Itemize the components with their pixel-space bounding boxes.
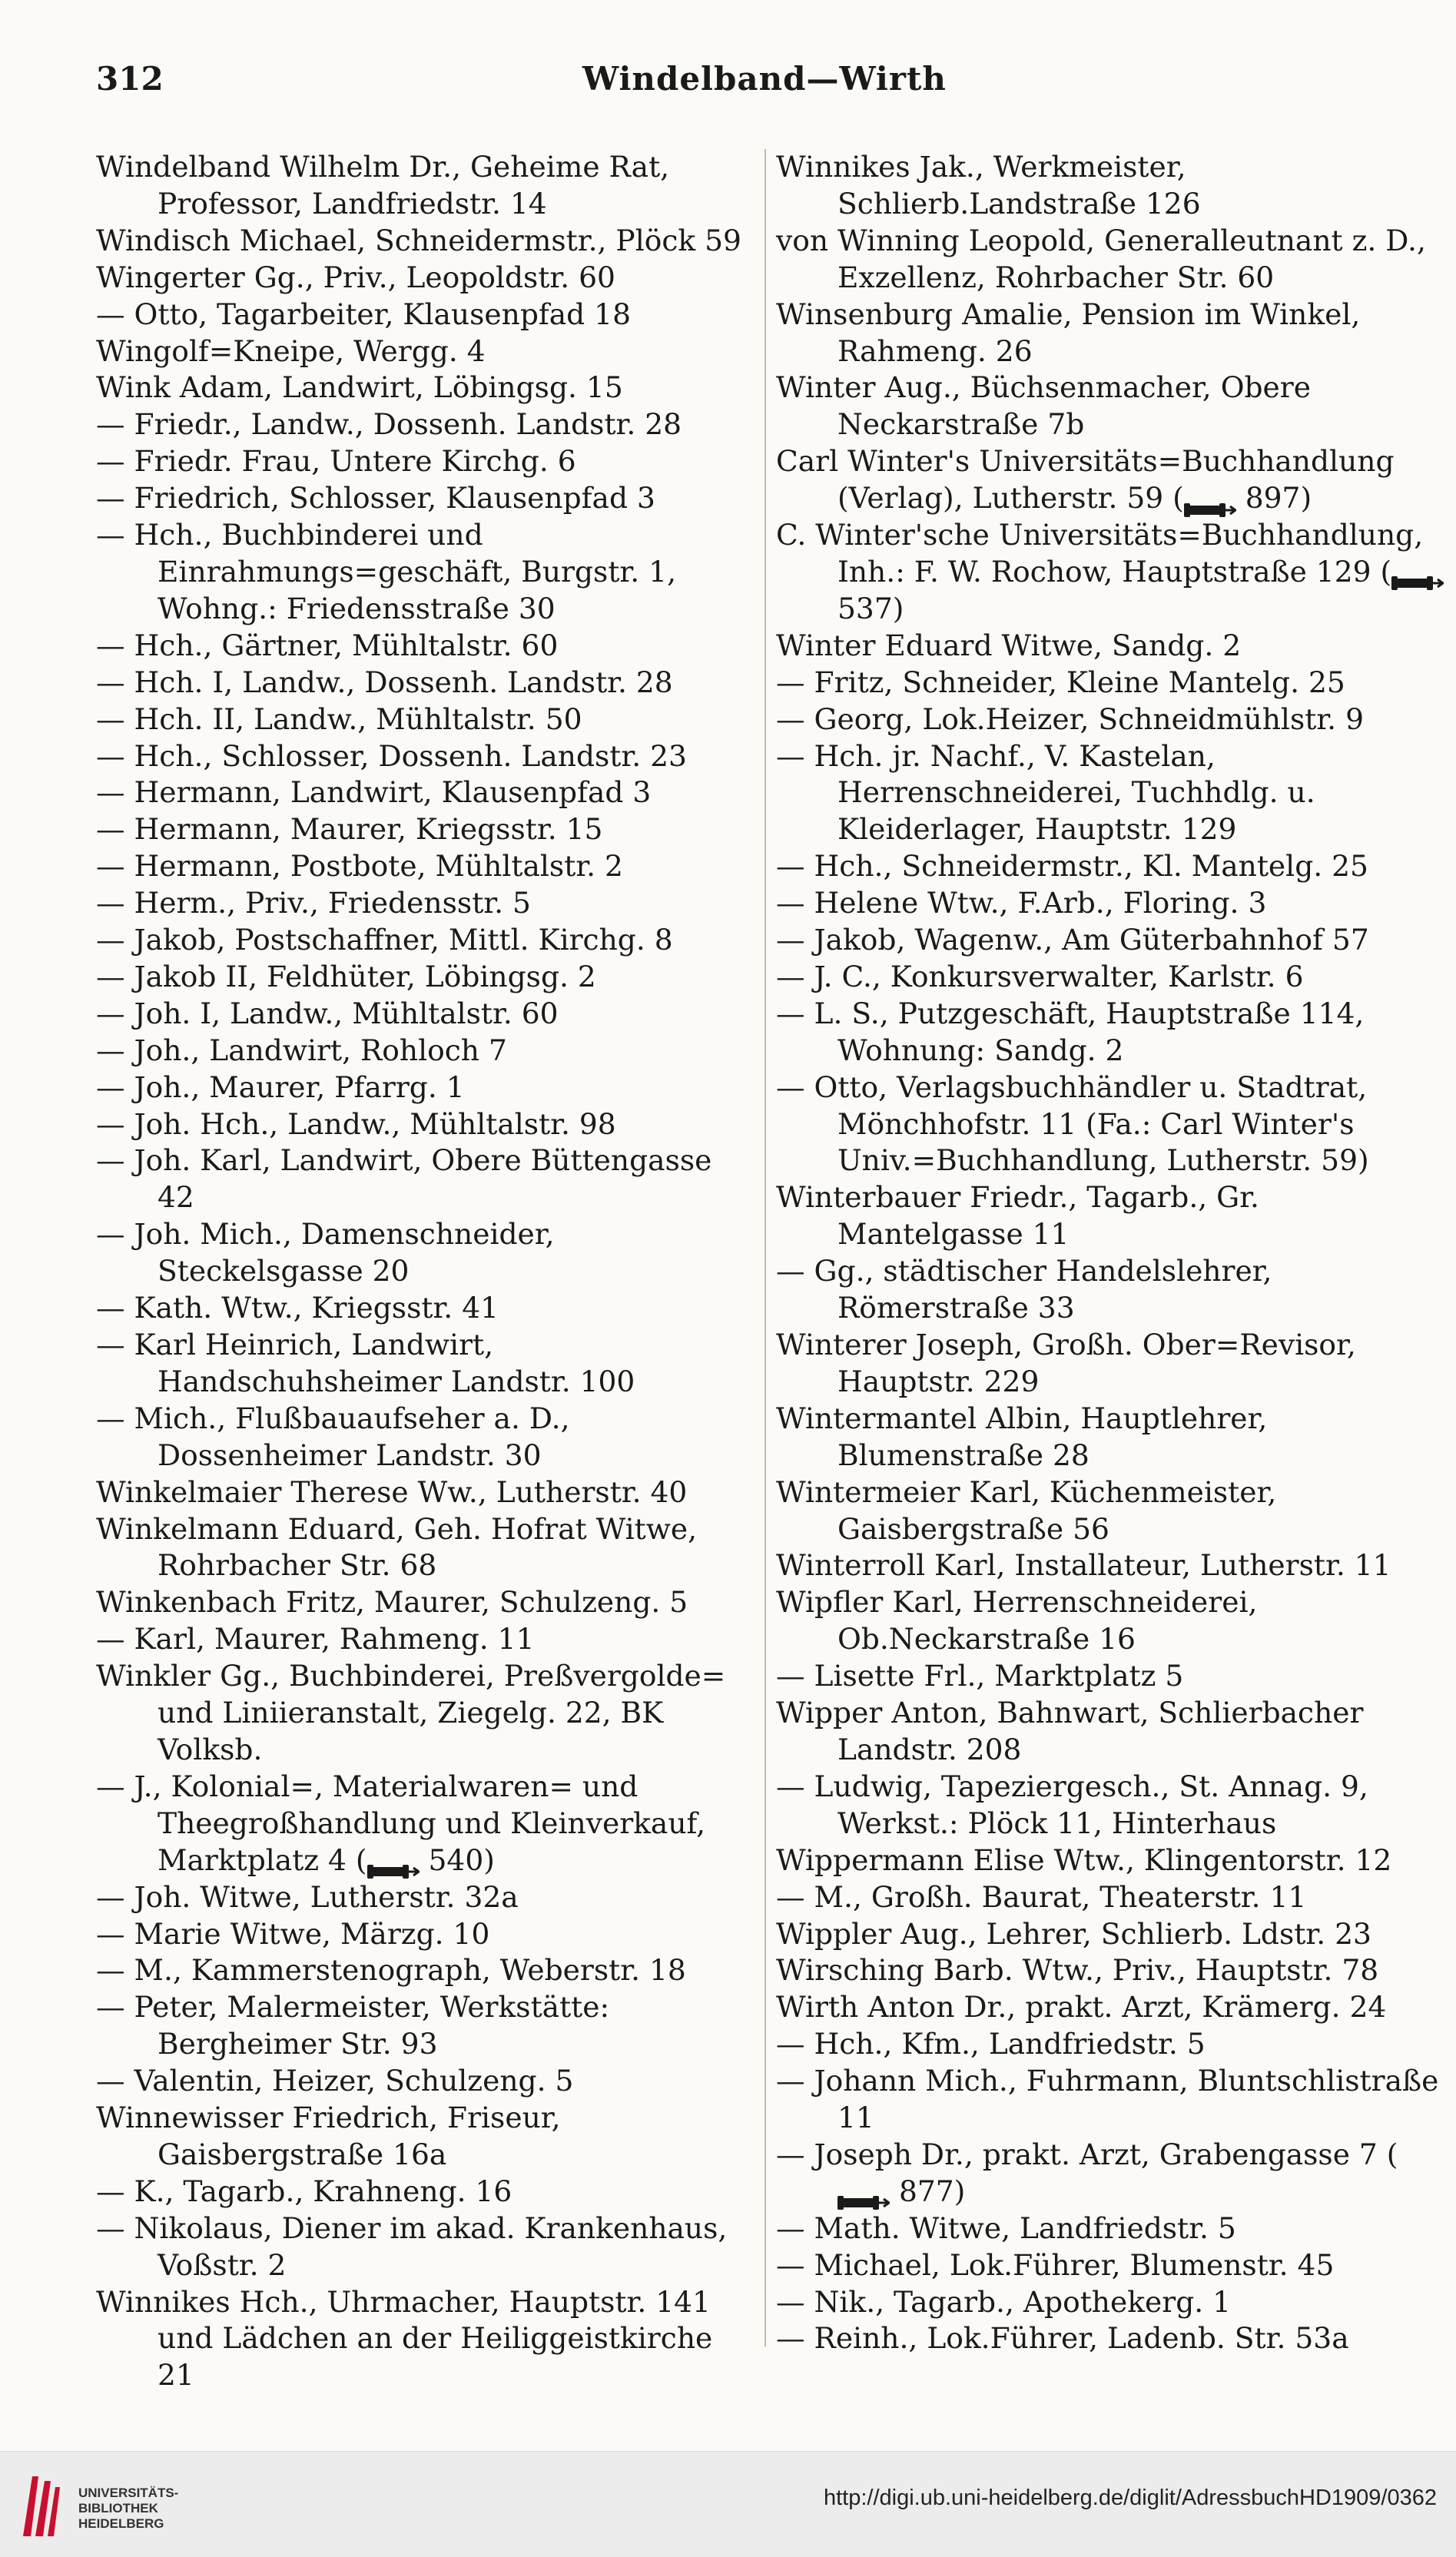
directory-entry: Winnewisser Friedrich, Friseur, Gaisbergstraße 16a [96, 2101, 561, 2171]
directory-entry: — Marie Witwe, Märzg. 10 [96, 1916, 490, 1951]
directory-entry: — Jakob, Postschaffner, Mittl. Kirchg. 8 [96, 923, 673, 957]
directory-entry: — Hermann, Postbote, Mühltalstr. 2 [96, 849, 623, 884]
directory-entry: von Winning Leopold, Generalleutnant z. D., Exzellenz, Rohrbacher Str. 60 [776, 223, 1426, 294]
directory-entry: Wippermann Elise Wtw., Klingentorstr. 12 [776, 1842, 1392, 1877]
directory-entry: — Hch. jr. Nachf., V. Kastelan, Herrenschneiderei, Tuchhdlg. u. Kleiderlager, Hauptstr. 129 [776, 738, 1315, 847]
directory-entry: Wink Adam, Landwirt, Löbingsg. 15 [96, 370, 623, 405]
directory-entry: — L. S., Putzgeschäft, Hauptstraße 114, Wohnung: Sandg. 2 [776, 996, 1365, 1067]
directory-entry: — Hermann, Maurer, Kriegsstr. 15 [96, 812, 603, 847]
telephone-icon [837, 2184, 890, 2203]
directory-entry: — Joh. Hch., Landw., Mühltalstr. 98 [96, 1106, 616, 1141]
directory-entry: — Otto, Tagarbeiter, Klausenpfad 18 [96, 297, 632, 331]
directory-entry: — Jakob II, Feldhüter, Löbingsg. 2 [96, 959, 596, 993]
directory-entry: — Joh. Witwe, Lutherstr. 32a [96, 1879, 519, 1914]
directory-entry: Wirth Anton Dr., prakt. Arzt, Krämerg. 24 [776, 1990, 1387, 2025]
directory-entry: Winterbauer Friedr., Tagarb., Gr. Mantelgasse 11 [776, 1180, 1259, 1252]
telephone-icon [367, 1853, 420, 1872]
directory-entry: — Hch., Buchbinderei und Einrahmungs=geschäft, Burgstr. 1, Wohng.: Friedensstraße 30 [96, 518, 677, 625]
directory-entry: Wipfler Karl, Herrenschneiderei, Ob.Neckarstraße 16 [776, 1585, 1258, 1657]
directory-entry: — M., Großh. Baurat, Theaterstr. 11 [776, 1879, 1307, 1914]
directory-entry: — Valentin, Heizer, Schulzeng. 5 [96, 2064, 574, 2098]
directory-entry: Winkenbach Fritz, Maurer, Schulzeng. 5 [96, 1585, 688, 1620]
directory-entry: — Mich., Flußbauaufseher a. D., Dossenheimer Landstr. 30 [96, 1401, 570, 1472]
telephone-icon [1184, 492, 1236, 510]
directory-entry: — K., Tagarb., Krahneng. 16 [96, 2174, 512, 2208]
directory-entry: — Nik., Tagarb., Apothekerg. 1 [776, 2284, 1232, 2319]
directory-entry: — J., Kolonial=, Materialwaren= und Theegroßhandlung und Kleinverkauf, Marktplatz 4 ( 540) [96, 1769, 753, 1879]
directory-entry: — Joh. Mich., Damenschneider, Steckelsgasse 20 [96, 1217, 555, 1288]
directory-entry: — Lisette Frl., Marktplatz 5 [776, 1659, 1184, 1693]
page-number: 312 [96, 60, 164, 98]
directory-entry: — J. C., Konkursverwalter, Karlstr. 6 [776, 959, 1304, 993]
directory-entry: Wirsching Barb. Wtw., Priv., Hauptstr. 78 [776, 1953, 1379, 1988]
directory-entry: — Gg., städtischer Handelslehrer, Römerstraße 33 [776, 1254, 1272, 1325]
directory-entry: C. Winter'sche Universitäts=Buchhandlung, Inh.: F. W. Rochow, Hauptstraße 129 ( 537) [776, 517, 1444, 628]
directory-entry: — Ludwig, Tapeziergesch., St. Annag. 9, Werkst.: Plöck 11, Hinterhaus [776, 1769, 1368, 1840]
directory-entry: Wipper Anton, Bahnwart, Schlierbacher Landstr. 208 [776, 1696, 1364, 1766]
library-name-line: BIBLIOTHEK [78, 2501, 158, 2516]
directory-entry: — Hch., Gärtner, Mühltalstr. 60 [96, 628, 559, 662]
directory-entry: Windelband Wilhelm Dr., Geheime Rat, Professor, Landfriedstr. 14 [96, 150, 670, 221]
directory-entry: — Joh., Landwirt, Rohloch 7 [96, 1033, 507, 1067]
directory-entry: Windisch Michael, Schneidermstr., Plöck 59 [96, 223, 741, 257]
running-title: Windelband—Wirth [582, 60, 947, 98]
left-column [96, 149, 753, 2394]
directory-entry: — Karl, Maurer, Rahmeng. 11 [96, 1622, 535, 1657]
directory-entry: — Otto, Verlagsbuchhändler u. Stadtrat, Mönchhofstr. 11 (Fa.: Carl Winter's Univ.=Buchhandlung, Lutherstr. 59) [776, 1070, 1369, 1178]
directory-entry: — Peter, Malermeister, Werkstätte: Bergheimer Str. 93 [96, 1990, 610, 2061]
directory-entry: Winsenburg Amalie, Pension im Winkel, Rahmeng. 26 [776, 297, 1361, 368]
directory-entry: — Hch., Schneidermstr., Kl. Mantelg. 25 [776, 849, 1368, 884]
directory-entry: Wintermeier Karl, Küchenmeister, Gaisbergstraße 56 [776, 1474, 1277, 1546]
directory-entry: Winterer Joseph, Großh. Ober=Revisor, Hauptstr. 229 [776, 1328, 1356, 1398]
directory-entry: Winkelmann Eduard, Geh. Hofrat Witwe, Rohrbacher Str. 68 [96, 1511, 698, 1583]
directory-entry: — Reinh., Lok.Führer, Ladenb. Str. 53a [776, 2321, 1349, 2356]
directory-entry: — Hch., Kfm., Landfriedstr. 5 [776, 2027, 1206, 2061]
directory-entry: — Johann Mich., Fuhrmann, Bluntschlistraße 11 [776, 2064, 1439, 2135]
library-footer [0, 2451, 1456, 2557]
directory-entry: — Hch. II, Landw., Mühltalstr. 50 [96, 701, 582, 736]
directory-entry: Winter Eduard Witwe, Sandg. 2 [776, 628, 1242, 662]
directory-entry: — Hch., Schlosser, Dossenh. Landstr. 23 [96, 738, 687, 773]
page-header [96, 54, 1433, 108]
directory-entry: — Math. Witwe, Landfriedstr. 5 [776, 2210, 1236, 2245]
directory-entry: Wingerter Gg., Priv., Leopoldstr. 60 [96, 260, 615, 294]
directory-entry: — Jakob, Wagenw., Am Güterbahnhof 57 [776, 923, 1369, 957]
library-name [78, 2486, 178, 2532]
column-divider [764, 149, 766, 2346]
directory-entry: — Helene Wtw., F.Arb., Floring. 3 [776, 886, 1267, 920]
directory-entry: Winterroll Karl, Installateur, Lutherstr. 11 [776, 1548, 1391, 1583]
directory-entry: — Hermann, Landwirt, Klausenpfad 3 [96, 775, 652, 810]
library-name-line: HEIDELBERG [78, 2516, 164, 2531]
directory-entry: — Friedr., Landw., Dossenh. Landstr. 28 [96, 407, 682, 442]
telephone-icon [1391, 565, 1444, 583]
right-column [776, 149, 1444, 2357]
directory-entry: — Joh. Karl, Landwirt, Obere Büttengasse 42 [96, 1143, 712, 1215]
directory-entry: Carl Winter's Universitäts=Buchhandlung (Verlag), Lutherstr. 59 ( 897) [776, 443, 1444, 517]
directory-entry: Wintermantel Albin, Hauptlehrer, Blumenstraße 28 [776, 1401, 1268, 1472]
directory-entry: — M., Kammerstenograph, Weberstr. 18 [96, 1953, 686, 1988]
source-url-link[interactable]: http://digi.ub.uni-heidelberg.de/diglit/AdressbuchHD1909/0362 [823, 2486, 1437, 2510]
directory-entry: Winkelmaier Therese Ww., Lutherstr. 40 [96, 1474, 688, 1509]
library-seal-icon [17, 2469, 63, 2542]
directory-entry: Winnikes Jak., Werkmeister, Schlierb.Landstraße 126 [776, 150, 1201, 221]
directory-entry: — Michael, Lok.Führer, Blumenstr. 45 [776, 2247, 1335, 2282]
directory-entry: Winter Aug., Büchsenmacher, Obere Neckarstraße 7b [776, 370, 1312, 442]
directory-entry: — Joseph Dr., prakt. Arzt, Grabengasse 7 ( 877) [776, 2137, 1444, 2210]
library-name-line: UNIVERSITÄTS- [78, 2486, 179, 2500]
directory-entry: Wippler Aug., Lehrer, Schlierb. Ldstr. 23 [776, 1916, 1371, 1951]
directory-entry: — Joh. I, Landw., Mühltalstr. 60 [96, 996, 559, 1030]
directory-entry: — Friedr. Frau, Untere Kirchg. 6 [96, 444, 576, 479]
directory-entry: — Herm., Priv., Friedensstr. 5 [96, 886, 531, 920]
directory-entry: — Georg, Lok.Heizer, Schneidmühlstr. 9 [776, 701, 1364, 736]
directory-entry: — Nikolaus, Diener im akad. Krankenhaus, Voßstr. 2 [96, 2210, 728, 2282]
directory-entry: — Hch. I, Landw., Dossenh. Landstr. 28 [96, 665, 673, 699]
directory-entry: Wingolf=Kneipe, Wergg. 4 [96, 333, 486, 368]
directory-entry: Winnikes Hch., Uhrmacher, Hauptstr. 141 und Lädchen an der Heiliggeistkirche 21 [96, 2284, 713, 2393]
directory-entry: — Fritz, Schneider, Kleine Mantelg. 25 [776, 665, 1345, 699]
directory-entry: — Friedrich, Schlosser, Klausenpfad 3 [96, 481, 655, 516]
directory-entry: — Karl Heinrich, Landwirt, Handschuhsheimer Landstr. 100 [96, 1328, 635, 1398]
library-logo[interactable] [17, 2469, 217, 2542]
directory-entry: — Kath. Wtw., Kriegsstr. 41 [96, 1291, 499, 1325]
directory-entry: — Joh., Maurer, Pfarrg. 1 [96, 1070, 465, 1104]
directory-entry: Winkler Gg., Buchbinderei, Preßvergolde= und Liniieranstalt, Ziegelg. 22, BK Volksb. [96, 1659, 726, 1766]
